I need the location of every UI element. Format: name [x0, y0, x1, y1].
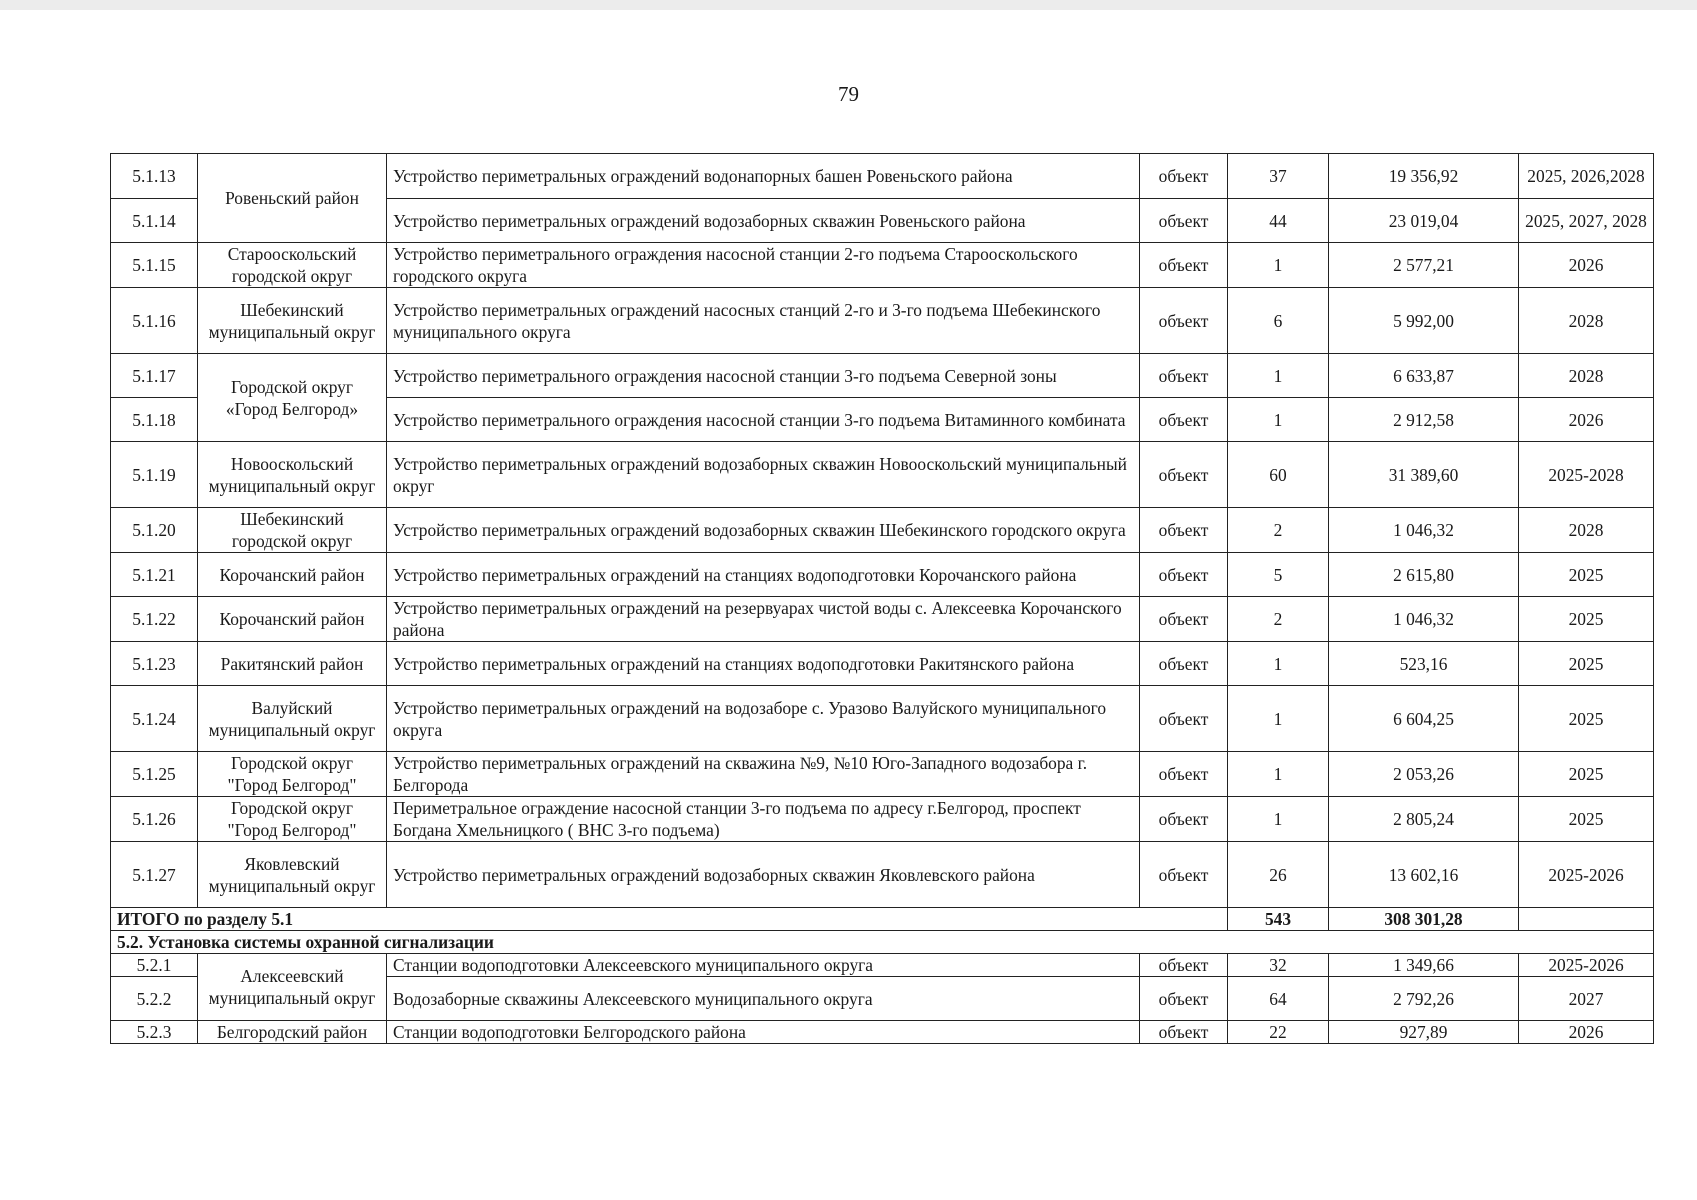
section-heading: 5.2. Установка системы охранной сигнализации — [111, 931, 1654, 954]
description-cell: Станции водоподготовки Белгородского района — [387, 1021, 1140, 1044]
quantity-cell: 26 — [1228, 842, 1329, 908]
quantity-cell: 1 — [1228, 354, 1329, 398]
years-cell: 2025-2026 — [1519, 954, 1654, 977]
cost-cell: 2 805,24 — [1329, 797, 1519, 842]
row-number: 5.1.18 — [111, 398, 198, 442]
territory-cell: Новооскольский муниципальный округ — [198, 442, 387, 508]
row-number: 5.1.25 — [111, 752, 198, 797]
row-number: 5.1.19 — [111, 442, 198, 508]
row-number: 5.2.3 — [111, 1021, 198, 1044]
unit-cell: объект — [1140, 442, 1228, 508]
quantity-cell: 22 — [1228, 1021, 1329, 1044]
description-cell: Устройство периметральных ограждений водозаборных скважин Ровеньского района — [387, 199, 1140, 243]
total-row — [111, 908, 1654, 931]
row-number: 5.1.26 — [111, 797, 198, 842]
cost-cell: 31 389,60 — [1329, 442, 1519, 508]
unit-cell: объект — [1140, 954, 1228, 977]
row-number: 5.2.2 — [111, 977, 198, 1021]
territory-cell: Старооскольский городской округ — [198, 243, 387, 288]
table-row — [111, 354, 1654, 398]
unit-cell: объект — [1140, 199, 1228, 243]
description-cell: Устройство периметральных ограждений водозаборных скважин Новооскольский муниципальный округ — [387, 442, 1140, 508]
row-number: 5.1.16 — [111, 288, 198, 354]
description-cell: Периметральное ограждение насосной станции 3-го подъема по адресу г.Белгород, проспект Богдана Хмельницкого ( ВНС 3-го подъема) — [387, 797, 1140, 842]
row-number: 5.2.1 — [111, 954, 198, 977]
row-number: 5.1.24 — [111, 686, 198, 752]
unit-cell: объект — [1140, 642, 1228, 686]
cost-cell: 1 046,32 — [1329, 597, 1519, 642]
unit-cell: объект — [1140, 508, 1228, 553]
years-cell: 2025 — [1519, 642, 1654, 686]
cost-cell: 2 615,80 — [1329, 553, 1519, 597]
page-number: 79 — [838, 82, 859, 106]
quantity-cell: 5 — [1228, 553, 1329, 597]
territory-cell: Корочанский район — [198, 597, 387, 642]
years-cell: 2025-2026 — [1519, 842, 1654, 908]
cost-cell: 1 046,32 — [1329, 508, 1519, 553]
section-row — [111, 931, 1654, 954]
description-cell: Устройство периметральных ограждений на станциях водоподготовки Корочанского района — [387, 553, 1140, 597]
quantity-cell: 2 — [1228, 597, 1329, 642]
territory-cell: Белгородский район — [198, 1021, 387, 1044]
unit-cell: объект — [1140, 686, 1228, 752]
table-row — [111, 553, 1654, 597]
years-cell: 2027 — [1519, 977, 1654, 1021]
table-row — [111, 1021, 1654, 1044]
years-cell: 2025 — [1519, 597, 1654, 642]
unit-cell: объект — [1140, 597, 1228, 642]
table-row — [111, 154, 1654, 199]
description-cell: Устройство периметральных ограждений на скважина №9, №10 Юго-Западного водозабора г. Белгорода — [387, 752, 1140, 797]
quantity-cell: 64 — [1228, 977, 1329, 1021]
unit-cell: объект — [1140, 243, 1228, 288]
cost-cell: 2 792,26 — [1329, 977, 1519, 1021]
description-cell: Устройство периметрального ограждения насосной станции 3-го подъема Северной зоны — [387, 354, 1140, 398]
table-row — [111, 686, 1654, 752]
description-cell: Устройство периметральных ограждений водозаборных скважин Шебекинского городского округа — [387, 508, 1140, 553]
territory-cell: Шебекинский городской округ — [198, 508, 387, 553]
years-cell: 2025 — [1519, 686, 1654, 752]
years-cell: 2025 — [1519, 797, 1654, 842]
cost-cell: 5 992,00 — [1329, 288, 1519, 354]
row-number: 5.1.21 — [111, 553, 198, 597]
territory-cell: Городской округ "Город Белгород" — [198, 797, 387, 842]
territory-cell: Корочанский район — [198, 553, 387, 597]
cost-cell: 2 912,58 — [1329, 398, 1519, 442]
row-number: 5.1.15 — [111, 243, 198, 288]
table-row — [111, 842, 1654, 908]
years-cell: 2028 — [1519, 288, 1654, 354]
cost-cell: 6 604,25 — [1329, 686, 1519, 752]
description-cell: Станции водоподготовки Алексеевского муниципального округа — [387, 954, 1140, 977]
unit-cell: объект — [1140, 752, 1228, 797]
total-years-empty — [1519, 908, 1654, 931]
quantity-cell: 37 — [1228, 154, 1329, 199]
table-row — [111, 954, 1654, 977]
quantity-cell: 2 — [1228, 508, 1329, 553]
description-cell: Устройство периметральных ограждений на резервуарах чистой воды с. Алексеевка Корочанского района — [387, 597, 1140, 642]
territory-cell: Ровеньский район — [198, 154, 387, 243]
row-number: 5.1.17 — [111, 354, 198, 398]
table-row — [111, 752, 1654, 797]
years-cell: 2026 — [1519, 243, 1654, 288]
scan-top-strip — [0, 0, 1697, 10]
cost-cell: 23 019,04 — [1329, 199, 1519, 243]
territory-cell: Городской округ «Город Белгород» — [198, 354, 387, 442]
unit-cell: объект — [1140, 288, 1228, 354]
cost-cell: 19 356,92 — [1329, 154, 1519, 199]
table-row — [111, 597, 1654, 642]
years-cell: 2026 — [1519, 398, 1654, 442]
quantity-cell: 1 — [1228, 398, 1329, 442]
cost-cell: 523,16 — [1329, 642, 1519, 686]
unit-cell: объект — [1140, 553, 1228, 597]
quantity-cell: 60 — [1228, 442, 1329, 508]
territory-cell: Валуйский муниципальный округ — [198, 686, 387, 752]
unit-cell: объект — [1140, 154, 1228, 199]
territory-cell: Яковлевский муниципальный округ — [198, 842, 387, 908]
territory-cell: Шебекинский муниципальный округ — [198, 288, 387, 354]
years-cell: 2026 — [1519, 1021, 1654, 1044]
program-table — [110, 153, 1654, 1044]
unit-cell: объект — [1140, 1021, 1228, 1044]
unit-cell: объект — [1140, 797, 1228, 842]
territory-cell: Городской округ "Город Белгород" — [198, 752, 387, 797]
quantity-cell: 32 — [1228, 954, 1329, 977]
years-cell: 2025-2028 — [1519, 442, 1654, 508]
quantity-cell: 1 — [1228, 797, 1329, 842]
table-row — [111, 642, 1654, 686]
cost-cell: 2 053,26 — [1329, 752, 1519, 797]
description-cell: Устройство периметральных ограждений водонапорных башен Ровеньского района — [387, 154, 1140, 199]
years-cell: 2025, 2027, 2028 — [1519, 199, 1654, 243]
unit-cell: объект — [1140, 977, 1228, 1021]
territory-cell: Ракитянский район — [198, 642, 387, 686]
total-label: ИТОГО по разделу 5.1 — [111, 908, 1228, 931]
row-number: 5.1.14 — [111, 199, 198, 243]
unit-cell: объект — [1140, 842, 1228, 908]
total-cost: 308 301,28 — [1329, 908, 1519, 931]
description-cell: Устройство периметральных ограждений водозаборных скважин Яковлевского района — [387, 842, 1140, 908]
row-number: 5.1.23 — [111, 642, 198, 686]
table-row — [111, 508, 1654, 553]
years-cell: 2025 — [1519, 553, 1654, 597]
cost-cell: 13 602,16 — [1329, 842, 1519, 908]
table-row — [111, 442, 1654, 508]
table-row — [111, 288, 1654, 354]
row-number: 5.1.13 — [111, 154, 198, 199]
unit-cell: объект — [1140, 398, 1228, 442]
description-cell: Устройство периметральных ограждений на станциях водоподготовки Ракитянского района — [387, 642, 1140, 686]
years-cell: 2028 — [1519, 508, 1654, 553]
quantity-cell: 1 — [1228, 642, 1329, 686]
description-cell: Устройство периметральных ограждений насосных станций 2-го и 3-го подъема Шебекинского муниципального округа — [387, 288, 1140, 354]
row-number: 5.1.27 — [111, 842, 198, 908]
quantity-cell: 1 — [1228, 686, 1329, 752]
cost-cell: 927,89 — [1329, 1021, 1519, 1044]
row-number: 5.1.22 — [111, 597, 198, 642]
row-number: 5.1.20 — [111, 508, 198, 553]
quantity-cell: 1 — [1228, 243, 1329, 288]
cost-cell: 2 577,21 — [1329, 243, 1519, 288]
unit-cell: объект — [1140, 354, 1228, 398]
territory-cell: Алексеевский муниципальный округ — [198, 954, 387, 1021]
table-row — [111, 797, 1654, 842]
years-cell: 2028 — [1519, 354, 1654, 398]
table-row — [111, 243, 1654, 288]
quantity-cell: 6 — [1228, 288, 1329, 354]
quantity-cell: 1 — [1228, 752, 1329, 797]
years-cell: 2025 — [1519, 752, 1654, 797]
years-cell: 2025, 2026,2028 — [1519, 154, 1654, 199]
description-cell: Устройство периметрального ограждения насосной станции 2-го подъема Старооскольского городского округа — [387, 243, 1140, 288]
quantity-cell: 44 — [1228, 199, 1329, 243]
total-quantity: 543 — [1228, 908, 1329, 931]
cost-cell: 1 349,66 — [1329, 954, 1519, 977]
description-cell: Водозаборные скважины Алексеевского муниципального округа — [387, 977, 1140, 1021]
cost-cell: 6 633,87 — [1329, 354, 1519, 398]
description-cell: Устройство периметральных ограждений на водозаборе с. Уразово Валуйского муниципального округа — [387, 686, 1140, 752]
description-cell: Устройство периметрального ограждения насосной станции 3-го подъема Витаминного комбината — [387, 398, 1140, 442]
